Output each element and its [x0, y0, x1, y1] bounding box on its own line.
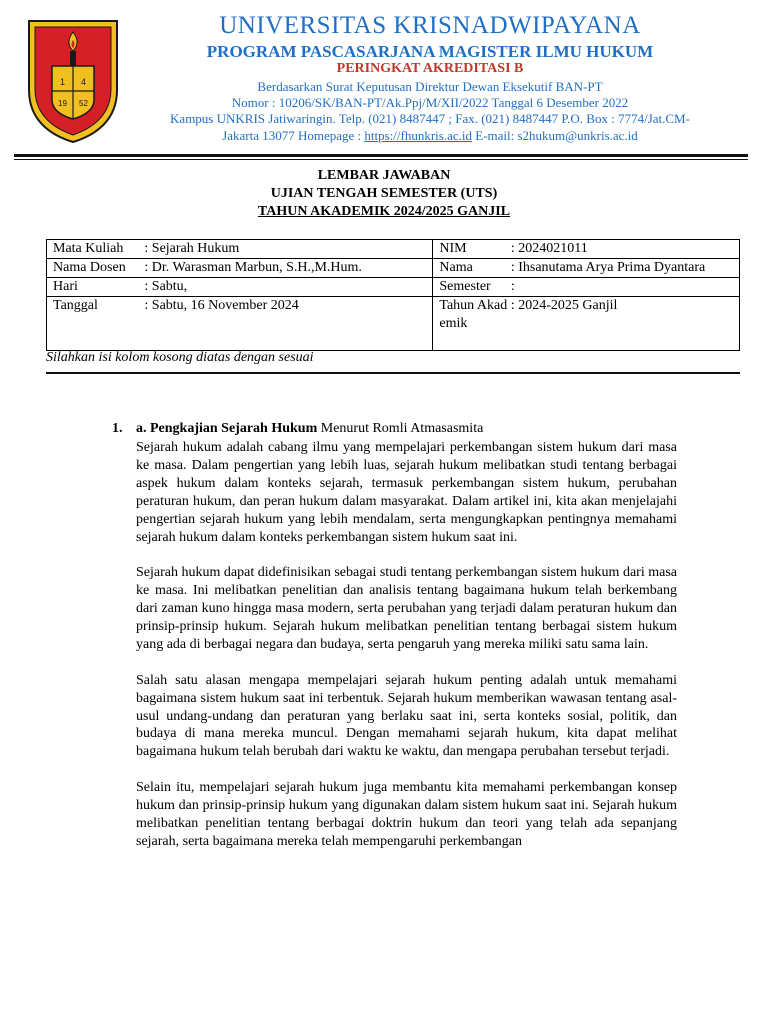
- contact-line: [130, 128, 730, 144]
- name-value: : Ihsanutama Arya Prima Dyantara: [509, 259, 740, 278]
- table-row: [47, 259, 740, 278]
- paragraph: Sejarah hukum dapat didefinisikan sebagai studi tentang perkembangan sistem hukum dari masa ke masa. Ini melibatkan penelitian dan analisis tentang bagaimana hukum telah berkembang dari zaman kuno hingga masa modern, serta perubahan yang terjadi dalam peraturan hukum dan prinsip-prinsip hukum. Sejarah hukum melibatkan penelitian tentang berbagai sistem hukum yang ada di berbagai negara dan budaya, serta pengaruh yang mereka miliki satu sama lain.: [136, 565, 677, 652]
- paragraph: Sejarah hukum adalah cabang ilmu yang mempelajari perkembangan sistem hukum dari masa ke masa. Dalam pengertian yang lebih luas, sejarah hukum melibatkan studi tentang berbagai aspek hukum dalam konteks sejarah, termasuk perkembangan sistem hukum, perubahan peraturan hukum, dan peran hukum dalam masyarakat. Dalam artikel ini, kita akan menjelajahi pengertian sejarah hukum yang lebih mendalam, serta mengungkapkan pentingnya memahami sejarah hukum dalam konteks perkembangan sistem hukum saat ini.: [136, 440, 677, 545]
- paragraph: Selain itu, mempelajari sejarah hukum juga membantu kita memahami perkembangan konsep hukum dan prinsip-prinsip hukum yang digunakan dalam sistem hukum saat ini. Sejarah hukum melibatkan penelitian tentang berbagai doktrin hukum dan teori yang telah ada sepanjang sejarah, serta bagaimana mereka telah mempengaruhi perkembangan: [136, 780, 677, 849]
- day-value: : Sabtu,: [142, 278, 433, 297]
- academic-year-value: : 2024-2025 Ganjil: [509, 297, 740, 351]
- table-row: [47, 297, 740, 351]
- logo-digit-52: 52: [79, 99, 88, 108]
- address-line: Kampus UNKRIS Jatiwaringin. Telp. (021) 8487447 ; Fax. (021) 8487447 P.O. Box : 7774/Jat.CM-: [170, 111, 690, 126]
- homepage-link[interactable]: https://fhunkris.ac.id: [364, 128, 473, 143]
- university-logo: [26, 18, 120, 144]
- university-name: UNIVERSITAS KRISNADWIPAYANA: [219, 12, 641, 39]
- lecturer-label: Nama Dosen: [47, 259, 143, 278]
- heading-bold: a. Pengkajian Sejarah Hukum: [136, 421, 318, 436]
- nim-label: NIM: [433, 240, 509, 259]
- question-heading: [136, 421, 483, 437]
- table-row: [47, 240, 740, 259]
- accreditation-rank: PERINGKAT AKREDITASI B: [336, 61, 524, 76]
- exam-title: UJIAN TENGAH SEMESTER (UTS): [270, 186, 498, 201]
- date-label: Tanggal: [47, 297, 143, 351]
- lecturer-value: : Dr. Warasman Marbun, S.H.,M.Hum.: [142, 259, 433, 278]
- semester-value: :: [509, 278, 740, 297]
- nim-value: : 2024021011: [509, 240, 740, 259]
- section-divider: [46, 372, 740, 374]
- instruction-note: Silahkan isi kolom kosong diatas dengan sesuai: [46, 350, 314, 365]
- day-label: Hari: [47, 278, 143, 297]
- answer-sheet-title: LEMBAR JAWABAN: [317, 168, 451, 183]
- name-label: Nama: [433, 259, 509, 278]
- answer-body: [136, 439, 677, 869]
- decree-line: Berdasarkan Surat Keputusan Direktur Dewan Eksekutif BAN-PT: [257, 79, 603, 94]
- paragraph: Salah satu alasan mengapa mempelajari sejarah hukum penting adalah untuk memahami bagaimana sistem hukum saat ini terbentuk. Sejarah hukum memberikan wawasan tentang asal-usul undang-undang dan peraturan yang berlaku saat ini, serta konteks sosial, politik, dan budaya di mana mereka muncul. Dengan memahami sejarah hukum, kita dapat melihat bagaimana hukum telah berubah dari waktu ke waktu, dan mengapa perubahan tersebut terjadi.: [136, 672, 677, 760]
- contact-prefix: Jakarta 13077 Homepage :: [222, 128, 365, 143]
- program-name: PROGRAM PASCASARJANA MAGISTER ILMU HUKUM: [206, 42, 654, 61]
- decree-number-line: Nomor : 10206/SK/BAN-PT/Ak.Ppj/M/XII/2022 Tanggal 6 Desember 2022: [231, 95, 629, 110]
- logo-digit-19: 19: [58, 99, 67, 108]
- student-info-table: [46, 239, 740, 351]
- table-row: [47, 278, 740, 297]
- letterhead-rule-thin: [14, 159, 748, 160]
- logo-digit-4: 4: [80, 77, 87, 87]
- course-label: Mata Kuliah: [47, 240, 143, 259]
- heading-rest: Menurut Romli Atmasasmita: [317, 421, 484, 436]
- email-text: E-mail: s2hukum@unkris.ac.id: [472, 128, 638, 143]
- logo-digit-1: 1: [59, 77, 66, 87]
- course-value: : Sejarah Hukum: [142, 240, 433, 259]
- letterhead-rule-thick: [14, 154, 748, 157]
- date-value: : Sabtu, 16 November 2024: [142, 297, 433, 351]
- semester-label: Semester: [433, 278, 509, 297]
- academic-year-label: Tahun Akademik: [433, 297, 509, 351]
- academic-year-title: TAHUN AKADEMIK 2024/2025 GANJIL: [257, 204, 511, 219]
- question-number: 1.: [112, 421, 123, 436]
